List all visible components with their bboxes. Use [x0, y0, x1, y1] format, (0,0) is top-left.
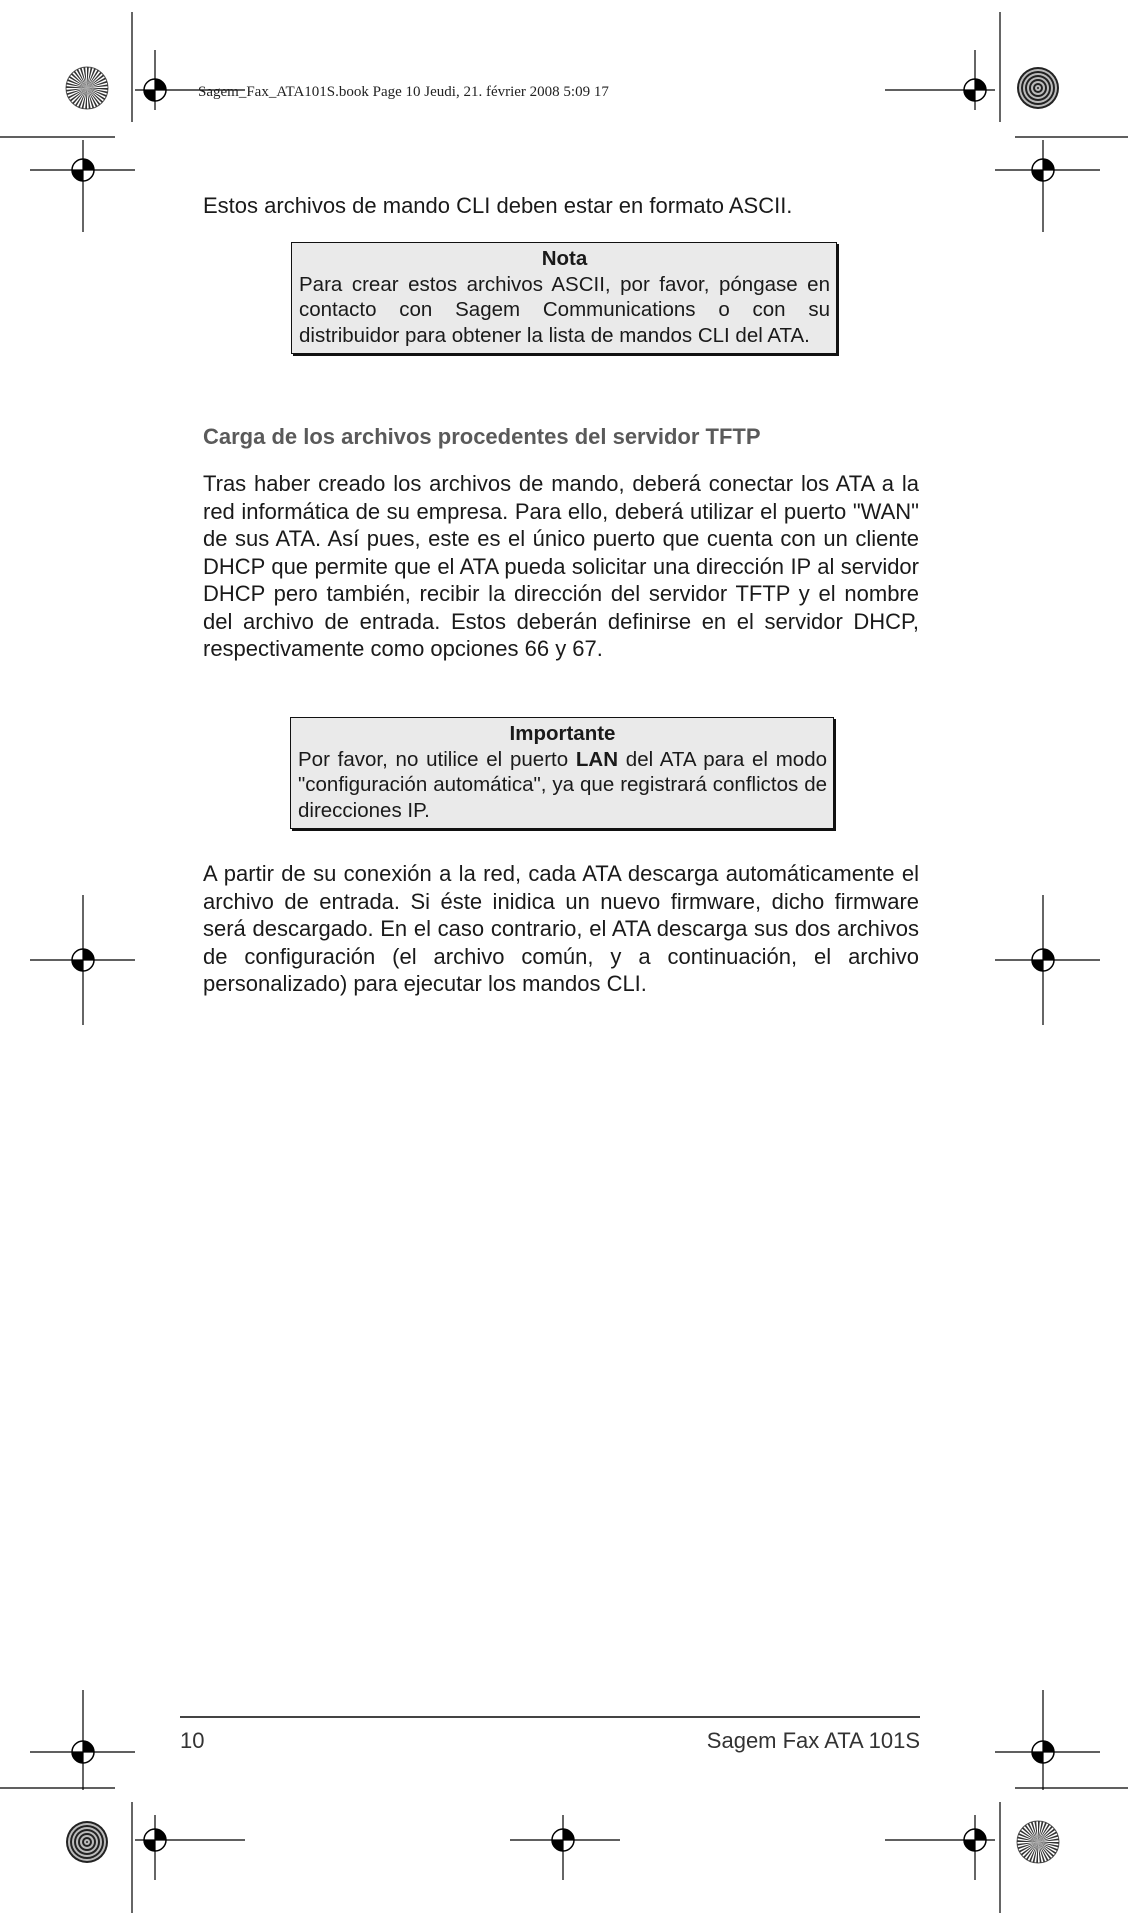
section-heading: Carga de los archivos procedentes del servidor TFTP [203, 424, 761, 449]
note-title: Nota [541, 247, 588, 270]
lan-emphasis: LAN [575, 747, 619, 771]
footer-product-name: Sagem Fax ATA 101S [706, 1728, 920, 1753]
important-box [290, 717, 834, 829]
book-info-header: Sagem_Fax_ATA101S.book Page 10 Jeudi, 21. février 2008 5:09 17 [198, 84, 609, 100]
moire-top-right-icon [1017, 67, 1059, 109]
paragraph-tftp: Tras haber creado los archivos de mando, deberá conectar los ATA a la red informática de su empresa. Para ello, deberá utilizar el puerto "WAN" de sus ATA. Así pues, este es el único puerto que cuenta con un cliente DHCP que permite que el ATA pueda solicitar una dirección IP al servidor DHCP pero también, recibir la dirección del servidor TFTP y el nombre del archivo de entrada. Estos deberán definirse en el servidor DHCP, respectivamente como opciones 66 y 67. [203, 471, 919, 661]
moire-bottom-left-icon [66, 1821, 108, 1863]
paragraph-download: A partir de su conexión a la red, cada ATA descarga automáticamente el archivo de entrada. Si éste inidica un nuevo firmware, dicho firmware será descargado. En el caso contrario, el ATA descarga sus dos archivos de configuración (el archivo común, y a continuación, el archivo personalizado) para ejecutar los mandos CLI. [203, 861, 919, 996]
footer-divider [180, 1716, 920, 1718]
starburst-bottom-right-icon [1017, 1821, 1059, 1863]
important-text: Por favor, no utilice el puerto LAN del ATA para el modo "configuración automática", ya que registrará conflictos de direcciones IP. [298, 747, 828, 822]
page-number: 10 [180, 1728, 205, 1753]
note-box [291, 242, 837, 354]
important-title: Importante [509, 722, 616, 745]
intro-text: Estos archivos de mando CLI deben estar en formato ASCII. [203, 193, 793, 218]
note-text: Para crear estos archivos ASCII, por favor, póngase en contacto con Sagem Communications o con su distribuidor para obtener la lista de mandos CLI del ATA. [299, 272, 830, 347]
starburst-top-left-icon [66, 67, 108, 109]
